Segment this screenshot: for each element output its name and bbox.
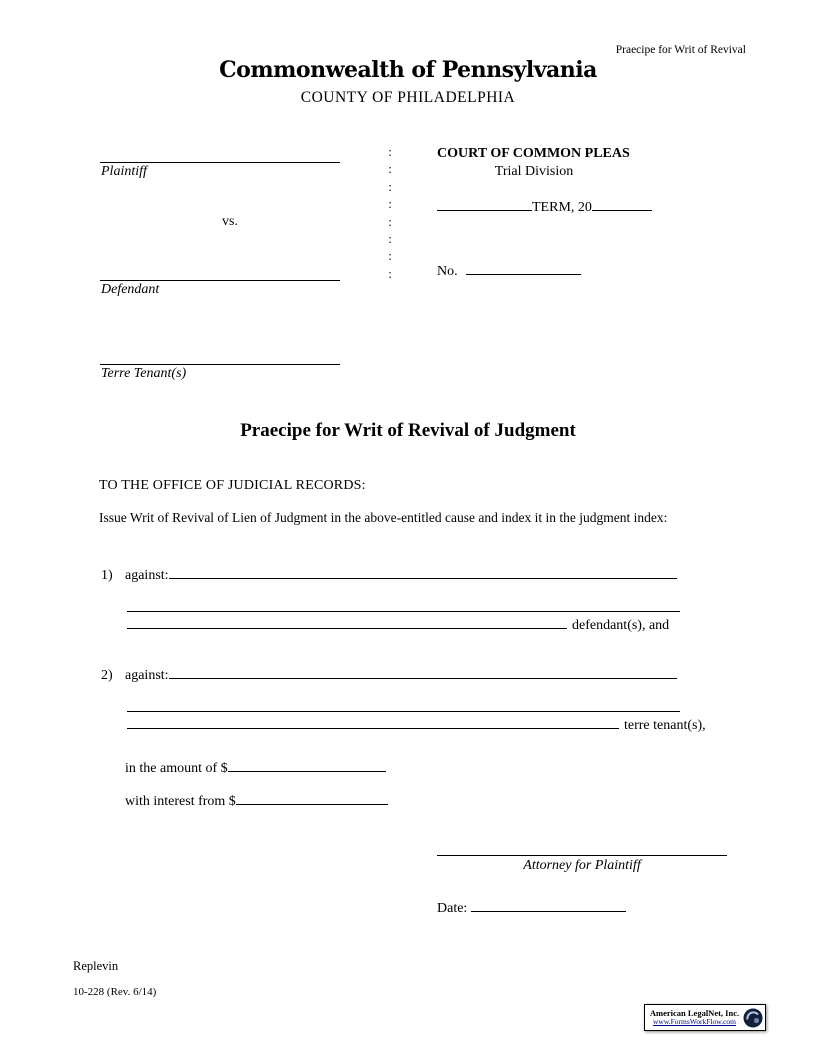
- caption-colon-column: [386, 143, 394, 282]
- item-2-line-b: [127, 697, 680, 712]
- attorney-for-plaintiff-label: Attorney for Plaintiff: [523, 858, 641, 873]
- against-item-2: [101, 664, 677, 684]
- court-name: COURT OF COMMON PLEAS: [437, 146, 630, 161]
- interest-row: [125, 790, 388, 810]
- court-division: Trial Division: [494, 164, 574, 179]
- date-label: Date:: [437, 901, 468, 916]
- item-1-line-b: [127, 597, 680, 612]
- colon: :: [388, 161, 392, 177]
- item-2-line-c: [127, 714, 619, 729]
- item-2-suffix: terre tenant(s),: [624, 718, 706, 733]
- item-1-line-c: [127, 614, 567, 629]
- date-row: [437, 897, 626, 917]
- item-1-suffix: defendant(s), and: [572, 618, 670, 633]
- defendant-label: Defendant: [101, 282, 160, 297]
- form-title: Praecipe for Writ of Revival of Judgment: [240, 420, 576, 441]
- amount-label: in the amount of $: [125, 761, 228, 776]
- commonwealth-heading: Commonwealth of Pennsylvania: [219, 57, 597, 83]
- case-number-line: [466, 260, 581, 275]
- term-row: [437, 196, 652, 216]
- interest-line: [236, 790, 388, 805]
- case-number-row: [437, 260, 581, 280]
- legalnet-text: [647, 1009, 742, 1026]
- term-year-line: [592, 196, 652, 211]
- interest-label: with interest from $: [125, 794, 236, 809]
- terre-tenant-label: Terre Tenant(s): [101, 366, 187, 381]
- item-2-number: 2): [101, 668, 113, 683]
- corner-title: Praecipe for Writ of Revival: [615, 44, 746, 56]
- colon: :: [388, 248, 392, 264]
- defendant-name-line: [100, 264, 340, 281]
- plaintiff-label: Plaintiff: [101, 164, 147, 179]
- colon: :: [388, 265, 392, 281]
- term-label: TERM, 20: [532, 200, 592, 215]
- date-line: [471, 897, 626, 912]
- form-number-label: 10-228 (Rev. 6/14): [73, 986, 157, 998]
- vendor-name: American LegalNet, Inc.: [649, 1008, 740, 1019]
- attorney-signature-line: [437, 839, 727, 856]
- against-item-1: [101, 564, 677, 584]
- colon: :: [388, 231, 392, 247]
- colon: :: [388, 196, 392, 212]
- amount-row: [125, 757, 386, 777]
- legalnet-badge: [644, 1004, 766, 1031]
- form-type-label: Replevin: [73, 959, 119, 973]
- against-item-2-end: [127, 714, 706, 734]
- item-2-against-label: against:: [125, 668, 169, 683]
- colon: :: [388, 144, 392, 159]
- colon: :: [388, 213, 392, 229]
- colon: :: [388, 178, 392, 194]
- term-month-line: [437, 196, 532, 211]
- item-2-line-a: [169, 664, 677, 679]
- item-1-against-label: against:: [125, 568, 169, 583]
- addressee-line: TO THE OFFICE OF JUDICIAL RECORDS:: [99, 478, 366, 493]
- amount-line: [228, 757, 386, 772]
- no-label: No.: [437, 264, 458, 279]
- legalnet-logo-icon: [743, 1008, 763, 1028]
- against-item-1-end: [127, 614, 669, 634]
- item-1-line-a: [169, 564, 677, 579]
- terre-tenant-name-line: [100, 348, 340, 365]
- county-heading: COUNTY OF PHILADELPHIA: [300, 89, 516, 106]
- formsworkflow-link[interactable]: www.FormsWorkFlow.com: [652, 1017, 736, 1027]
- plaintiff-name-line: [100, 146, 340, 163]
- vs-label: vs.: [222, 214, 238, 229]
- instruction-text: Issue Writ of Revival of Lien of Judgment in the above-entitled cause and index it in the judgment index:: [99, 510, 668, 525]
- item-1-number: 1): [101, 568, 113, 583]
